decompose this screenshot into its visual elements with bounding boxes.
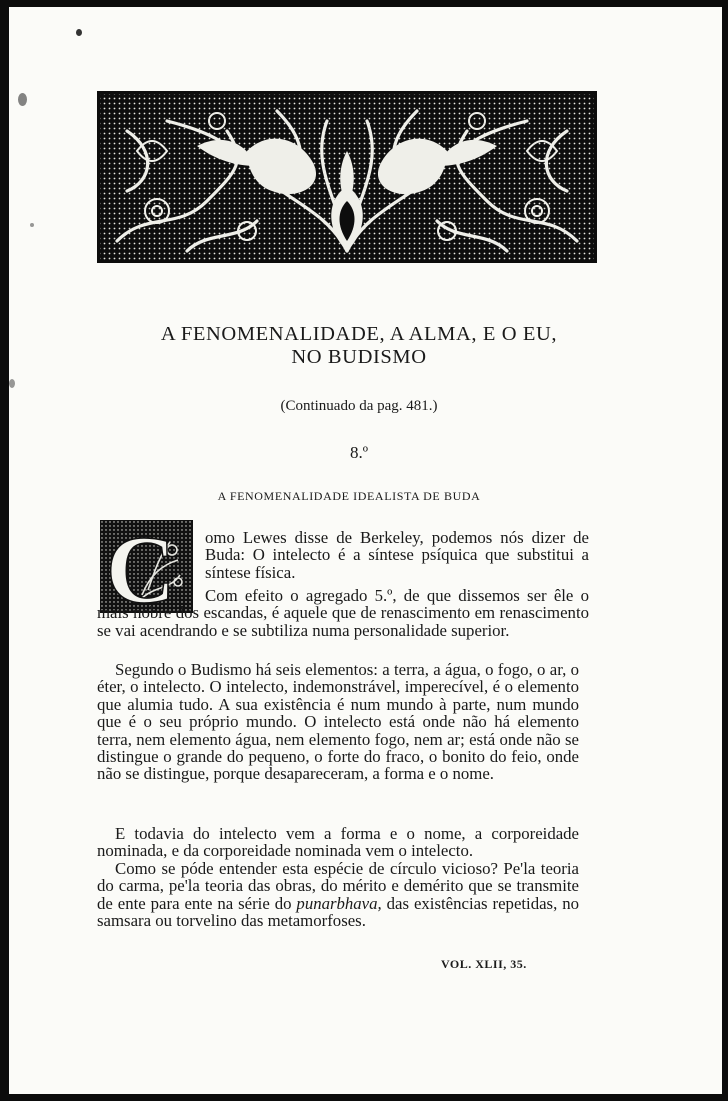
ink-speck bbox=[30, 223, 34, 227]
paragraph-2: Com efeito o agregado 5.º, de que dissemos ser êle o mais nobre dos escandas, é aquele que de renascimento em renascimento se vai acendrando e se subtiliza numa personalidade superior. bbox=[97, 586, 589, 640]
ink-speck bbox=[76, 29, 82, 36]
title-line-1: A FENOMENALIDADE, A ALMA, E O EU, bbox=[160, 323, 558, 345]
paragraph-1: omo Lewes disse de Berkeley, podemos nós dizer de Buda: O intelecto é a síntese psíquica que substitui a síntese física. bbox=[205, 528, 589, 582]
drop-cap-letter: C bbox=[106, 520, 176, 613]
ink-speck bbox=[9, 379, 15, 388]
paragraph-4: E todavia do intelecto vem a forma e o nome, a corporeidade nominada, e da corporeidade nominada vem o intelecto. bbox=[97, 824, 579, 861]
paragraph-5-italic: punarbhava, bbox=[296, 893, 382, 913]
volume-signature: VOL. XLII, 35. bbox=[441, 957, 527, 971]
paragraph-5 bbox=[97, 860, 579, 930]
section-number: 8.º bbox=[349, 443, 369, 462]
section-title: A FENOMENALIDADE IDEALISTA DE BUDA bbox=[217, 489, 481, 503]
title-line-2: NO BUDISMO bbox=[291, 346, 427, 368]
floral-ornament-banner bbox=[97, 91, 597, 263]
book-page bbox=[9, 7, 722, 1094]
ink-speck bbox=[18, 93, 27, 106]
article-title bbox=[109, 323, 609, 369]
paragraph-5-end: das existências repetidas, no samsara ou torvelino das metamorfoses. bbox=[97, 893, 579, 931]
continued-note: (Continuado da pag. 481.) bbox=[280, 398, 438, 414]
paragraph-3: Segundo o Budismo há seis elementos: a terra, a água, o fogo, o ar, o éter, o intelecto. O intelecto, indemonstrável, imperecível, é o elemento que alumia tudo. A sua existência é num mundo à parte, num mundo que é o seu próprio mundo. O intelecto está onde não há elemento terra, nem elemento água, nem elemento fogo, nem ar; está onde não se distingue o grande do pequeno, o forte do fraco, o bonito do feio, onde não se distingue, porque desapareceram, a forma e o nome. bbox=[97, 660, 579, 784]
paragraph-5-start: Como se póde entender esta espécie de círculo vicioso? Pe'la teoria do carma, pe'la teoria das obras, do mérito e demérito que se transmite de ente para ente na série do bbox=[97, 859, 579, 913]
